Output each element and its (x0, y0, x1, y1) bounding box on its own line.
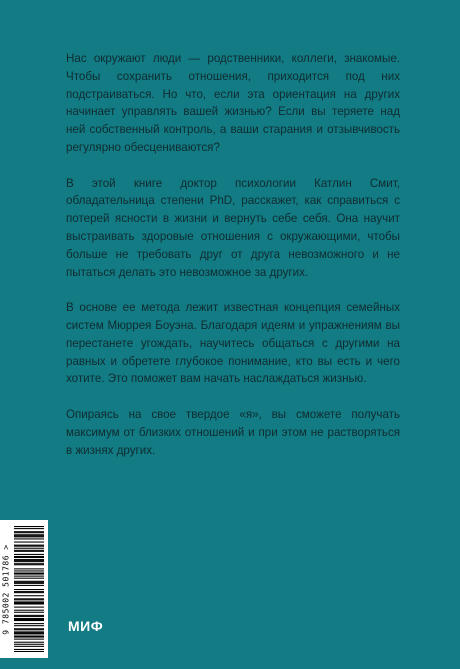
barcode-graphic (14, 526, 44, 652)
barcode-bar (14, 623, 44, 624)
barcode-bar (14, 561, 44, 562)
barcode-bar (14, 554, 44, 555)
paragraph-2: В этой книге доктор психологии Катлин Смит, обладательница степени PhD, расскажет, как справиться с потерей ясности в жизни и вернуть себе себя. Она научит выстраивать здоровые отношения с окружающими, чтобы больше не требовать друг от друга невозможного и не пытаться делать это невозможное за других. (66, 176, 400, 279)
barcode-bar (14, 556, 44, 557)
barcode-bar (14, 651, 44, 652)
barcode-bar (14, 592, 44, 593)
barcode-bar (14, 563, 44, 564)
barcode-bar (14, 582, 44, 583)
barcode-bar (14, 633, 44, 634)
barcode-bar (14, 559, 44, 560)
barcode-bar (14, 642, 44, 643)
barcode-bar (14, 598, 44, 599)
barcode-bar (14, 612, 44, 613)
barcode-bar (14, 631, 44, 632)
barcode-bar (14, 528, 44, 529)
barcode-bar (14, 591, 44, 592)
barcode-bar (14, 599, 44, 600)
barcode-bar (14, 557, 44, 558)
barcode-bar (14, 602, 44, 603)
isbn-barcode (0, 520, 48, 658)
barcode-bar (14, 531, 44, 532)
barcode-bar (14, 568, 44, 569)
barcode-bar (14, 618, 44, 619)
barcode-digits (0, 520, 12, 658)
paragraph-1: Нас окружают люди — родственники, коллеги, знакомые. Чтобы сохранить отношения, приходится под них подстраиваться. Но что, если эта ориентация на других начинает управлять вашей жизнью? Если вы теряете над ней собственный контроль, а ваши старания и отзывчивость регулярно обесцениваются? (66, 52, 400, 154)
publisher-logo: МИФ (68, 618, 104, 634)
barcode-bar (14, 607, 44, 608)
barcode-bar (14, 629, 44, 630)
barcode-bar (14, 603, 44, 604)
barcode-bar (14, 576, 44, 577)
barcode-bar (14, 570, 44, 571)
barcode-bar (14, 536, 44, 537)
barcode-bars (12, 520, 48, 658)
barcode-bar (14, 560, 44, 561)
barcode-bar (14, 637, 44, 638)
barcode-bar (14, 572, 44, 573)
barcode-bar (14, 601, 44, 602)
barcode-bar (14, 535, 44, 536)
barcode-bar (14, 548, 44, 549)
barcode-bar (14, 589, 44, 590)
barcode-bar (14, 564, 44, 565)
barcode-bar (14, 639, 44, 640)
barcode-bar (14, 534, 44, 535)
paragraph-4: Опираясь на свое твердое «я», вы сможете получать максимум от близких отношений и при этом не растворяться в жизнях других. (66, 407, 400, 457)
barcode-bar (14, 646, 44, 647)
barcode-bar (14, 550, 44, 551)
barcode-bar (14, 595, 44, 596)
paragraph-3: В основе ее метода лежит известная концепция семейных систем Мюррея Боуэна. Благодаря идеям и упражнениям вы перестанете угождать, научитесь общаться с другими на равных и обретете глубокое понимание, кто вы есть и чего хотите. Это поможет вам начать наслаждаться жизнью. (66, 301, 400, 386)
barcode-bar (14, 532, 44, 533)
barcode-bar (14, 644, 44, 645)
barcode-bar (14, 615, 44, 616)
barcode-bar (14, 635, 44, 636)
barcode-bar (14, 625, 44, 626)
barcode-bar (14, 526, 44, 527)
barcode-bar (14, 578, 44, 579)
barcode-bar (14, 581, 44, 582)
barcode-bar (14, 628, 44, 629)
barcode-bar (14, 538, 44, 539)
barcode-bar (14, 616, 44, 617)
barcode-bar (14, 551, 44, 552)
barcode-bar (14, 632, 44, 633)
barcode-bar (14, 619, 44, 620)
barcode-bar (14, 585, 44, 586)
barcode-bar (14, 649, 44, 650)
barcode-bar (14, 610, 44, 611)
barcode-number: 9 785002 501786 > (1, 543, 11, 635)
barcode-bar (14, 541, 44, 542)
barcode-bar (14, 583, 44, 584)
barcode-bar (14, 574, 44, 575)
barcode-bar (14, 545, 44, 546)
annotation-text (66, 50, 400, 477)
barcode-bar (14, 546, 44, 547)
barcode-bar (14, 620, 44, 621)
